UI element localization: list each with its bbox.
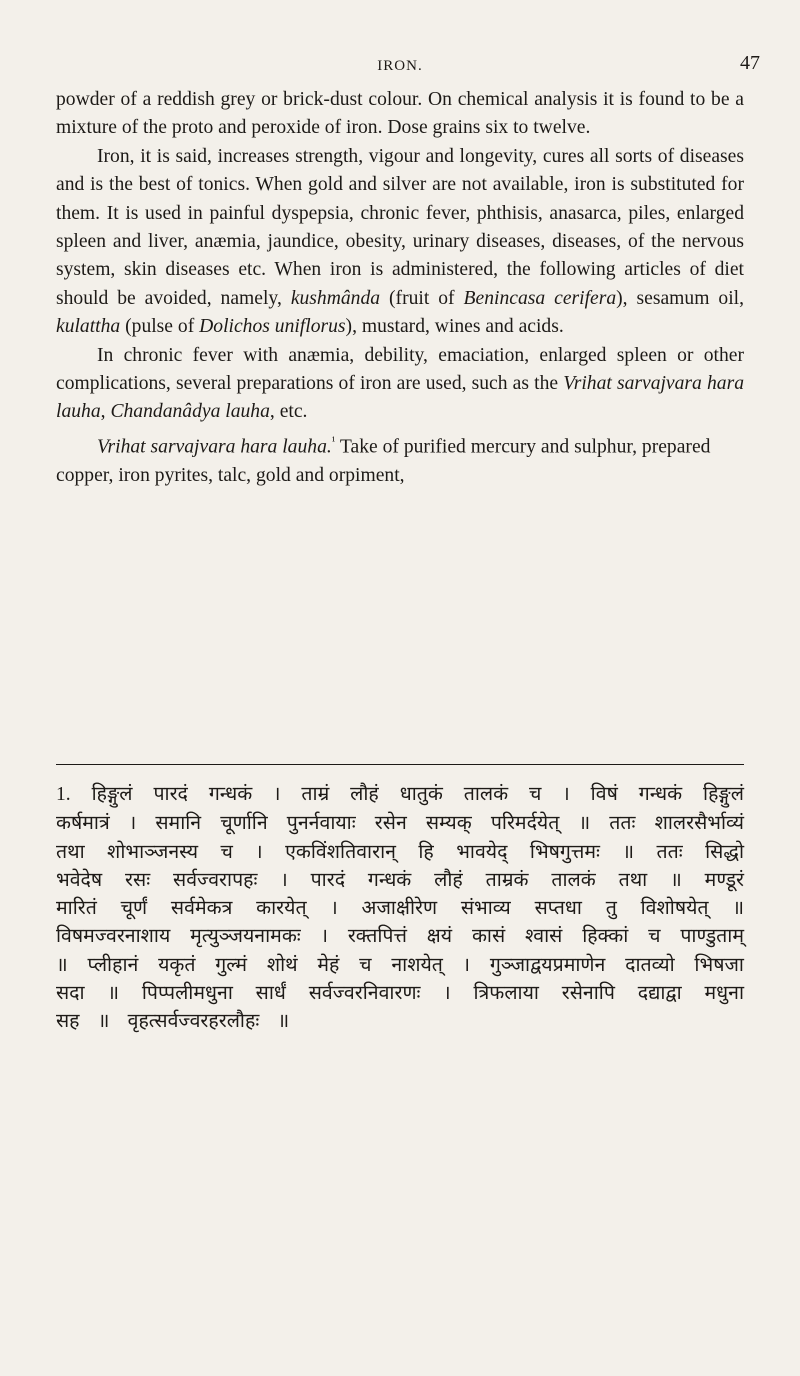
text-run: (pulse of (120, 316, 200, 338)
italic-text: Chandanâdya lauha (110, 401, 270, 423)
text-run: ), mustard, wines and acids. (345, 316, 564, 338)
italic-text: kulattha (56, 316, 121, 338)
running-head: IRON. (377, 58, 423, 74)
italic-text: Vrihat sarvajvara hara lauha. (97, 436, 332, 458)
footnote-paragraph (56, 780, 744, 1036)
italic-text: Dolichos uniflorus (199, 316, 346, 338)
text-run: Iron, it is said, increases strength, vigour and longevity, cures all sorts of diseases and is the best of tonics. When gold and silver are not available, iron is substituted for them. It is used in painful dyspepsia, chronic fever, phthisis, anasarca, piles, enlarged spleen and liver, anæmia, jaundice, obesity, urinary diseases, diseases, of the nervous system, skin diseases etc. When iron is administered, the following articles of diet should be avoided, namely, (56, 145, 744, 309)
italic-text: kushmânda (290, 287, 381, 309)
text-run: , (100, 401, 111, 423)
footnote-number: 1. (56, 784, 71, 805)
paragraph (56, 342, 744, 427)
text-run: powder of a reddish grey or brick-dust colour. On chemical analysis it is found to be a mixture of the proto and peroxide of iron. Dose grains six to twelve. (56, 89, 744, 139)
italic-text: Vrihat sarvajvara hara lauha (56, 373, 744, 423)
page-header (0, 0, 800, 90)
paragraph (56, 143, 744, 342)
paragraph (56, 86, 744, 143)
italic-text: Benincasa cerifera (463, 287, 617, 309)
text-run: In chronic fever with anæmia, debility, emaciation, enlarged spleen or other complications, several preparations of iron are used, such as the (56, 344, 744, 395)
text-run: Take of purified mercury and sulphur, prepared copper, iron pyrites, talc, gold and orpiment, (56, 436, 711, 486)
page-number: 47 (740, 52, 760, 74)
footnote-divider (56, 764, 744, 765)
footnote-marker: ¹ (331, 433, 336, 448)
text-run: , etc. (269, 401, 308, 423)
sanskrit-footnote (56, 780, 744, 1036)
footnote-text: हिङ्गुलं पारदं गन्धकं । ताम्रं लौहं धातुकं तालकं च । विषं गन्धकं हिङ्गुलं कर्षमात्रं । समानि चूर्णानि पुनर्नवायाः रसेन सम्यक् परिमर्दयेत् ॥ ततः शालरसैर्भाव्यं तथा शोभाञ्जनस्य च । एकविंशतिवारान् हि भावयेद् भिषगुत्तमः ॥ ततः सिद्धो भवेदेष रसः सर्वज्वरापहः । पारदं गन्धकं लौहं ताम्रकं तालकं तथा ॥ मण्डूरं मारितं चूर्णं सर्वमेकत्र कारयेत् । अजाक्षीरेण संभाव्य सप्तधा तु विशोषयेत् ॥ विषमज्वरनाशाय मृत्युञ्जयनामकः । रक्तपित्तं क्षयं कासं श्वासं हिक्कां च पाण्डुताम् ॥ प्लीहानं यकृतं गुल्मं शोथं मेहं च नाशयेत् । गुञ्जाद्वयप्रमाणेन दातव्यो भिषजा सदा ॥ पिप्पलीमधुना सार्धं सर्वज्वरनिवारणः । त्रिफलाया रसेनापि दद्याद्वा मधुना सह ॥ वृहत्सर्वज्वरहरलौहः ॥ (56, 782, 744, 1033)
text-run: (fruit of (380, 287, 464, 309)
main-body-text (56, 86, 744, 490)
text-run: ), sesamum oil, (616, 287, 744, 309)
paragraph (56, 427, 744, 490)
